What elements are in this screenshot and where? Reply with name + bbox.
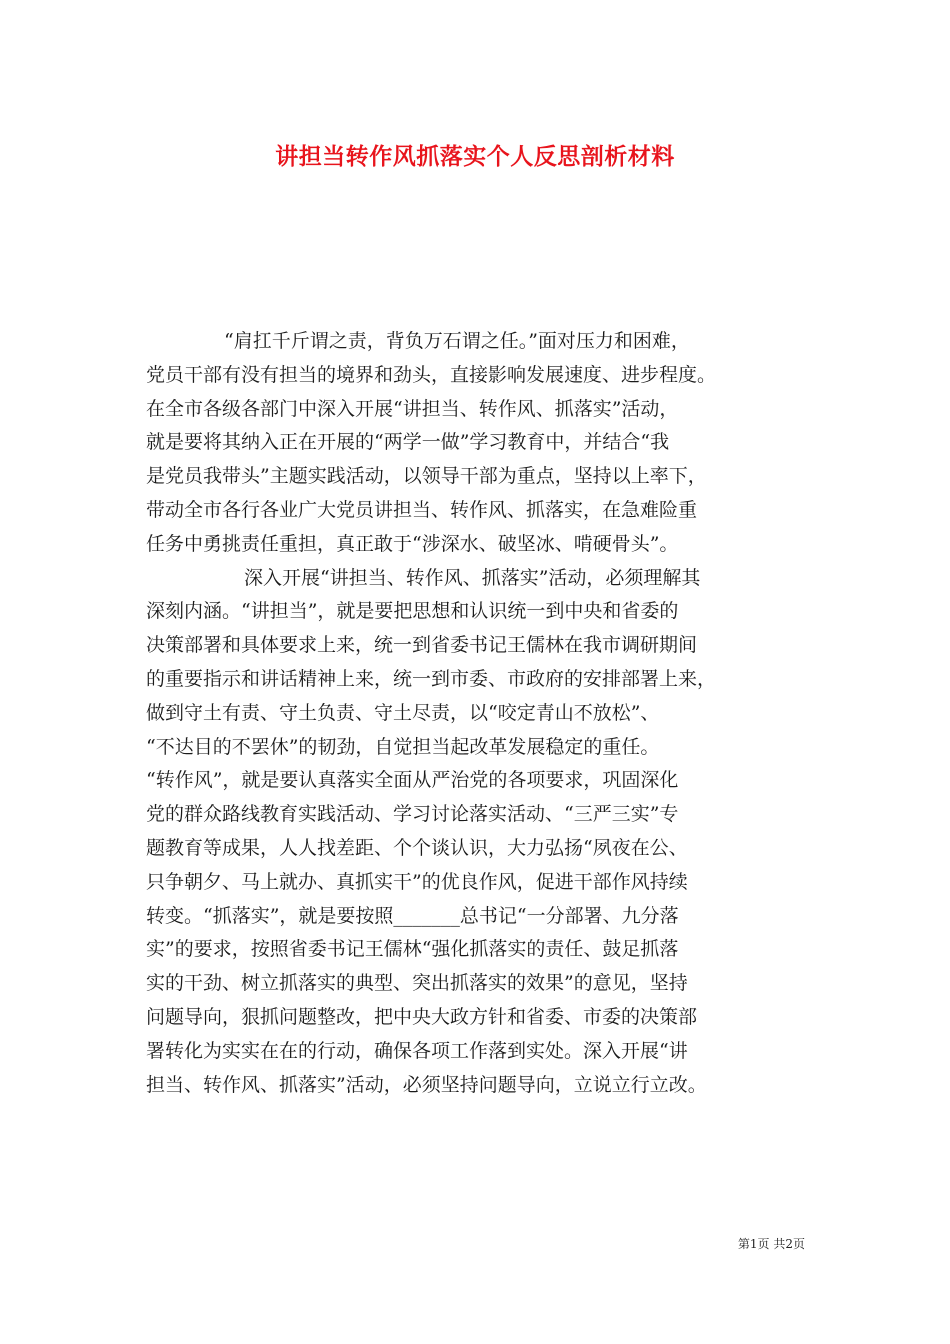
document-title: 讲担当转作风抓落实个人反思剖析材料 [275, 143, 675, 170]
paragraph-2-line: 只争朝夕、马上就办、真抓实干”的优良作风，促进干部作风持续 [146, 870, 688, 893]
paragraph-1-line: 任务中勇挑责任重担，真正敢于“涉深水、破坚冰、啃硬骨头”。 [146, 532, 679, 555]
paragraph-1-line: “肩扛千斤谓之责，背负万石谓之任。”面对压力和困难， [224, 330, 690, 352]
paragraph-2-line: 实的干劲、树立抓落实的典型、突出抓落实的效果”的意见，坚持 [146, 972, 688, 995]
paragraph-2-line: 决策部署和具体要求上来，统一到省委书记王儒林在我市调研期间 [146, 634, 698, 657]
paragraph-2-line: “转作风”，就是要认真落实全面从严治党的各项要求，巩固深化 [146, 769, 679, 792]
paragraph-2-line: 问题导向，狠抓问题整改，把中央大政方针和省委、市委的决策部 [146, 1005, 698, 1028]
paragraph-2-line: 做到守土有责、守土负责、守土尽责，以“咬定青山不放松”、 [146, 701, 660, 724]
document-body [146, 325, 814, 1102]
paragraph-2-line: 深刻内涵。“讲担当”，就是要把思想和认识统一到中央和省委的 [146, 600, 679, 623]
page-number: 第1页 共2页 [737, 1237, 805, 1251]
paragraph-1-line: 带动全市各行各业广大党员讲担当、转作风、抓落实，在急难险重 [146, 498, 698, 521]
paragraph-1-line: 在全市各级各部门中深入开展“讲担当、转作风、抓落实”活动， [146, 397, 679, 420]
paragraph-2-line: 党的群众路线教育实践活动、学习讨论落实活动、“三严三实”专 [146, 803, 679, 826]
paragraph-2-line: 深入开展“讲担当、转作风、抓落实”活动，必须理解其 [244, 566, 701, 589]
paragraph-2-line: “不达目的不罢休”的韧劲，自觉担当起改革发展稳定的重任。 [146, 735, 660, 758]
paragraph-2-line: 署转化为实实在在的行动，确保各项工作落到实处。深入开展“讲 [146, 1039, 688, 1062]
paragraph-2-line: 转变。“抓落实”，就是要按照_______总书记“一分部署、九分落 [146, 904, 679, 927]
paragraph-2-line: 的重要指示和讲话精神上来，统一到市委、市政府的安排部署上来， [146, 667, 717, 690]
paragraph-2-line: 题教育等成果，人人找差距、个个谈认识，大力弘扬“夙夜在公、 [146, 836, 688, 859]
paragraph-2-line: 担当、转作风、抓落实”活动，必须坚持问题导向，立说立行立改。 [146, 1073, 707, 1096]
paragraph-1-line: 党员干部有没有担当的境界和劲头，直接影响发展速度、进步程度。 [146, 363, 717, 386]
paragraph-2-line: 实”的要求，按照省委书记王儒林“强化抓落实的责任、鼓足抓落 [146, 938, 679, 961]
paragraph-1-line: 是党员我带头”主题实践活动，以领导干部为重点，坚持以上率下， [146, 465, 707, 488]
paragraph-1-line: 就是要将其纳入正在开展的“两学一做”学习教育中，并结合“我 [146, 431, 670, 454]
